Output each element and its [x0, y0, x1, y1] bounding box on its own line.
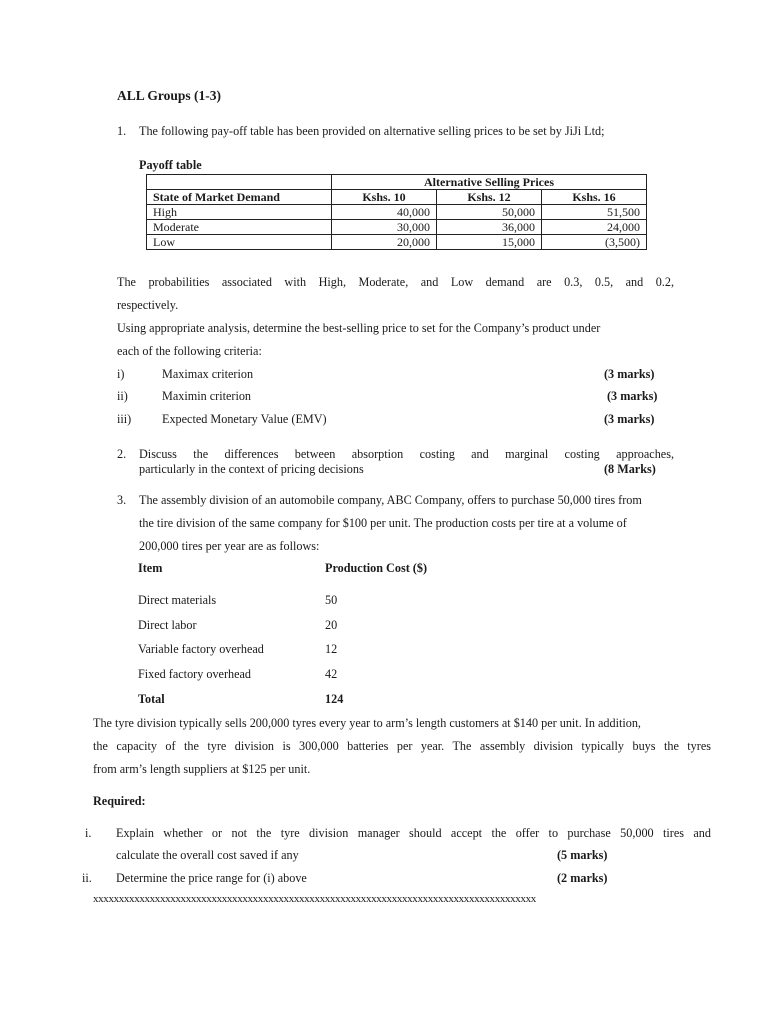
- sub-question-text: Determine the price range for (i) above: [116, 871, 307, 885]
- sub-question-marks: (5 marks): [557, 848, 608, 862]
- cost-value: 50: [325, 593, 338, 607]
- table-cell: 20,000: [332, 235, 437, 250]
- cost-header-item: Item: [138, 561, 163, 575]
- q2-text-line: particularly in the context of pricing decisions: [139, 462, 364, 476]
- q1-number: 1.: [117, 124, 127, 138]
- payoff-table-title: Payoff table: [139, 158, 202, 172]
- table-col-header: Kshs. 12: [437, 190, 542, 205]
- table-cell: 15,000: [437, 235, 542, 250]
- cost-total-value: 124: [325, 692, 344, 706]
- sub-question-marks: (2 marks): [557, 871, 608, 885]
- q3-text-line: the tire division of the same company for $100 per unit. The production costs per tire at a volume of: [139, 516, 627, 530]
- q3-text-line: The assembly division of an automobile company, ABC Company, offers to purchase 50,000 tires from: [139, 493, 642, 507]
- required-label: Required:: [93, 794, 146, 808]
- table-cell-state: Low: [147, 235, 332, 250]
- table-cell: (3,500): [542, 235, 647, 250]
- page-heading: ALL Groups (1-3): [117, 88, 222, 103]
- q1-instruction-line: Using appropriate analysis, determine the best-selling price to set for the Company’s product under: [117, 321, 601, 335]
- sub-question-text: Explain whether or not the tyre division manager should accept the offer to purchase 50,000 tires and: [116, 826, 711, 840]
- cost-row: [138, 642, 458, 662]
- q3-paragraph-line: The tyre division typically sells 200,000 tyres every year to arm’s length customers at $140 per unit. In addition,: [93, 716, 641, 730]
- cost-item: Direct labor: [138, 618, 197, 632]
- cost-value: 42: [325, 667, 338, 681]
- criterion-marks: (3 marks): [604, 412, 655, 426]
- cost-row: [138, 593, 458, 613]
- table-header-row: [147, 175, 647, 190]
- criterion-number: ii): [117, 389, 128, 403]
- q1-probabilities-line: The probabilities associated with High, Moderate, and Low demand are 0.3, 0.5, and 0.2,: [117, 275, 674, 289]
- table-cell: 30,000: [332, 220, 437, 235]
- criterion-text: Expected Monetary Value (EMV): [162, 412, 327, 426]
- q1-probabilities-line: respectively.: [117, 298, 179, 312]
- table-col-header: Kshs. 16: [542, 190, 647, 205]
- table-row: [147, 235, 647, 250]
- sub-question-number: i.: [85, 826, 92, 840]
- table-cell: 40,000: [332, 205, 437, 220]
- q2-text-line: Discuss the differences between absorption costing and marginal costing approaches,: [139, 447, 674, 461]
- cost-total-row: [138, 692, 458, 712]
- q3-paragraph-line: from arm’s length suppliers at $125 per unit.: [93, 762, 311, 776]
- cost-value: 20: [325, 618, 338, 632]
- cost-item: Fixed factory overhead: [138, 667, 252, 681]
- q2-number: 2.: [117, 447, 127, 461]
- cost-header-cost: Production Cost ($): [325, 561, 428, 575]
- table-cell-state: High: [147, 205, 332, 220]
- table-cell: 50,000: [437, 205, 542, 220]
- cost-value: 12: [325, 642, 338, 656]
- q2-marks: (8 Marks): [604, 462, 656, 476]
- table-cell-state: Moderate: [147, 220, 332, 235]
- cost-row: [138, 667, 458, 687]
- q3-number: 3.: [117, 493, 127, 507]
- table-cell: 36,000: [437, 220, 542, 235]
- end-separator: xxxxxxxxxxxxxxxxxxxxxxxxxxxxxxxxxxxxxxxxxxxxxxxxxxxxxxxxxxxxxxxxxxxxxxxxxxxxxxxxxxxxxx: [93, 893, 536, 905]
- q1-instruction-line: each of the following criteria:: [117, 344, 262, 358]
- cost-item: Direct materials: [138, 593, 217, 607]
- criterion-number: iii): [117, 412, 132, 426]
- criterion-number: i): [117, 367, 125, 381]
- criterion-text: Maximin criterion: [162, 389, 252, 403]
- sub-question-text: calculate the overall cost saved if any: [116, 848, 299, 862]
- sub-question-number: ii.: [82, 871, 92, 885]
- table-col-header: Kshs. 10: [332, 190, 437, 205]
- table-cell: 51,500: [542, 205, 647, 220]
- q1-intro: The following pay-off table has been provided on alternative selling prices to be set by JiJi Ltd;: [139, 124, 605, 138]
- cost-row: [138, 618, 458, 638]
- criterion-marks: (3 marks): [607, 389, 658, 403]
- table-row: [147, 205, 647, 220]
- q3-paragraph-line: the capacity of the tyre division is 300,000 batteries per year. The assembly division typically buys the tyres: [93, 739, 711, 753]
- cost-item: Variable factory overhead: [138, 642, 264, 656]
- criterion-text: Maximax criterion: [162, 367, 254, 381]
- table-cell: 24,000: [542, 220, 647, 235]
- table-row-header: State of Market Demand: [147, 190, 332, 205]
- payoff-table: [146, 174, 647, 250]
- criterion-marks: (3 marks): [604, 367, 655, 381]
- table-corner-cell: [147, 175, 332, 190]
- table-subheader-row: [147, 190, 647, 205]
- q3-text-line: 200,000 tires per year are as follows:: [139, 539, 320, 553]
- cost-total-label: Total: [138, 692, 165, 706]
- table-group-header: Alternative Selling Prices: [332, 175, 647, 190]
- table-row: [147, 220, 647, 235]
